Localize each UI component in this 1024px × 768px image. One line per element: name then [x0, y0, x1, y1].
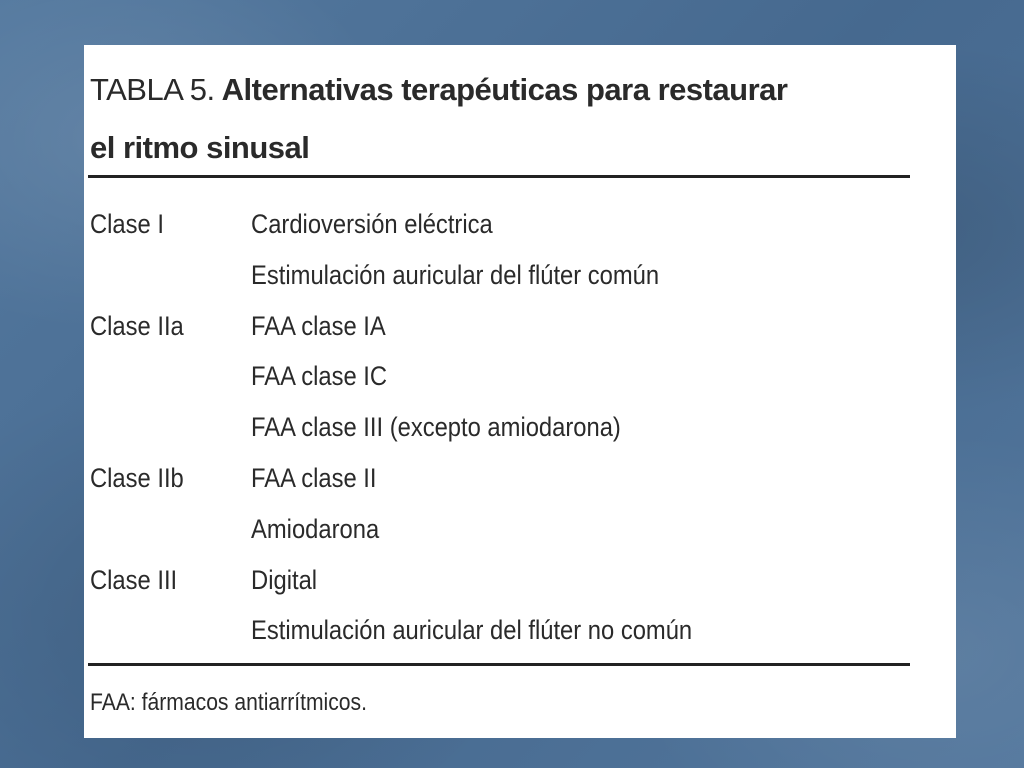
therapy-cell: FAA clase II: [251, 462, 377, 493]
class-cell: Clase III: [90, 564, 178, 595]
therapy-cell: Cardioversión eléctrica: [251, 209, 493, 239]
table-row: [90, 351, 794, 402]
table-top-rule: [88, 175, 910, 178]
therapy-cell: Amiodarona: [251, 513, 380, 544]
table-label: TABLA 5.: [90, 72, 215, 107]
table-bottom-rule: [88, 663, 910, 666]
class-cell: Clase IIb: [90, 462, 184, 493]
table-row: [90, 453, 794, 504]
therapy-cell: FAA clase IA: [251, 310, 386, 341]
class-cell: Clase IIa: [90, 310, 184, 341]
therapy-cell: Estimulación auricular del flúter no común: [251, 615, 693, 646]
table-title-line1: Alternativas terapéuticas para restaurar: [221, 72, 788, 107]
table-panel: [84, 45, 956, 738]
class-cell: Clase I: [90, 209, 164, 239]
table-row: [90, 250, 794, 301]
therapy-cell: Estimulación auricular del flúter común: [251, 259, 660, 290]
table-title-line2: el ritmo sinusal: [90, 130, 310, 165]
therapy-cell: FAA clase IC: [251, 361, 388, 392]
table-row: [90, 504, 794, 555]
therapy-cell: Digital: [251, 564, 318, 595]
table-row: [90, 402, 794, 453]
therapy-cell: FAA clase III (excepto amiodarona): [251, 412, 621, 443]
table-row: [90, 301, 794, 352]
table-title: [90, 61, 870, 177]
table-row: [90, 555, 794, 606]
table-row: [90, 199, 794, 250]
table-row: [90, 605, 794, 656]
table-footnote: FAA: fármacos antiarrítmicos.: [90, 689, 367, 716]
table-body: [90, 199, 890, 656]
